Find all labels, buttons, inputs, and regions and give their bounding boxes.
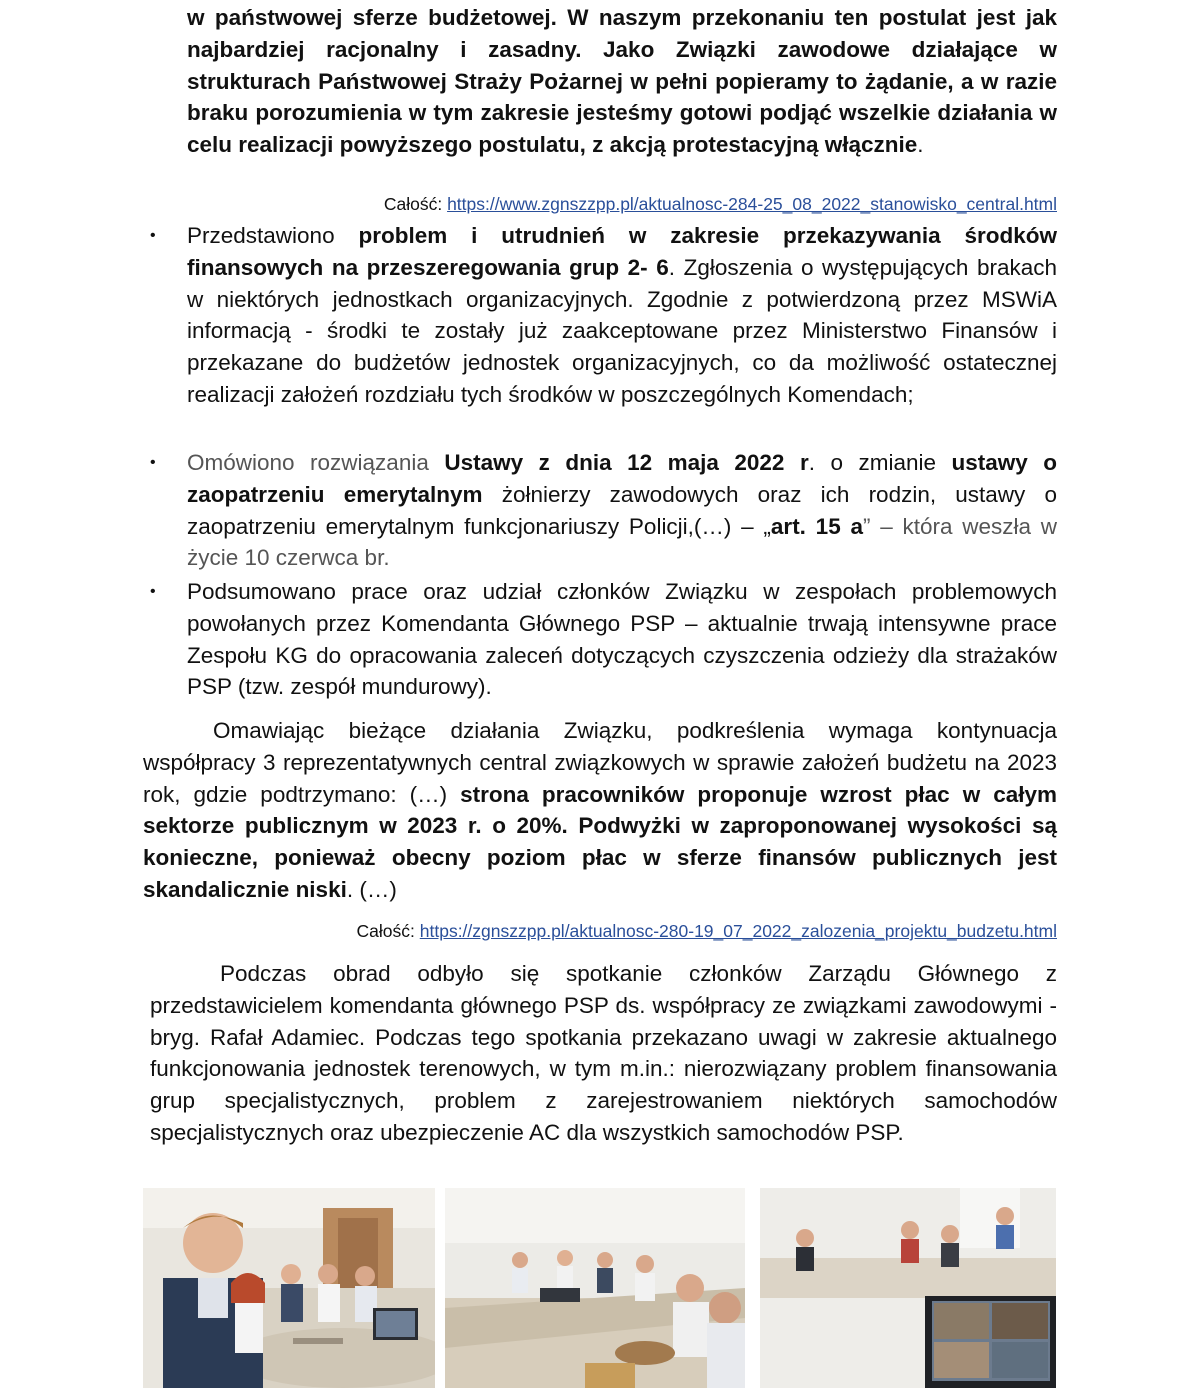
paragraph-meeting-text: Podczas obrad odbyło się spotkanie członków Zarządu Głównego z przedstawicielem komendanta głównego PSP ds. współpracy ze związkami zawodowymi - bryg. Rafał Adamiec. Podczas tego spotkania przekazano uwagi w zakresie aktualnego funkcjonowania jednostek terenowych, w tym m.in.: nierozwiązany problem finansowania grup specjalistycznych, problem z zarejestrowaniem niektórych samochodów specjalistycznych oraz ubezpieczenie AC dla wszystkich samochodów PSP. xyxy=(150,961,1057,1145)
bullet-1-text-rest: . Zgłoszenia o występujących brakach w niektórych jednostkach organizacyjnych. Zgodnie z potwierdzoną przez MSWiA informacją - środki te zostały już zaakceptowane przez Ministerstwo Finansów i przekazane do budżetów jednostek organizacyjnych, co da możliwość ostatecznej realizacji założeń rozdziału tych środków w poszczególnych Komendach; xyxy=(187,254,1057,407)
intro-paragraph xyxy=(187,2,1057,161)
bullet-1-bold: problem i utrudnień w zakresie przekazywania środków finansowych na przeszeregowania grup 2- 6 xyxy=(187,223,1057,280)
source-link-2[interactable]: https://zgnszzpp.pl/aktualnosc-280-19_07_2022_zalozenia_projektu_budzetu.html xyxy=(419,921,1057,941)
bullet-3-text: Podsumowano prace oraz udział członków Związku w zespołach problemowych powołanych przez Komendanta Głównego PSP – aktualnie trwają intensywne prace Zespołu KG do opracowania zaleceń dotyczących czyszczenia odzieży dla strażaków PSP (tzw. zespół mundurowy). xyxy=(187,579,1057,700)
source-line-2 xyxy=(150,920,1057,942)
bullet-item-3 xyxy=(187,576,1057,703)
intro-end: . xyxy=(917,132,924,158)
meeting-photo-speaker xyxy=(143,1188,435,1388)
paragraph-meeting xyxy=(150,958,1057,1149)
paragraph-budget xyxy=(143,715,1057,906)
bullet-icon: • xyxy=(150,227,156,244)
bullet-icon: • xyxy=(150,454,156,471)
bullet-2-bold-article: art. 15 a xyxy=(770,513,863,539)
bullet-2-bold-act: Ustawy z dnia 12 maja 2022 r xyxy=(444,450,809,475)
meeting-photo-videocall xyxy=(760,1188,1056,1388)
bullet-2-text: Omówiono rozwiązania xyxy=(187,450,445,475)
bullet-item-1 xyxy=(187,220,1057,411)
bullet-2-text-3: żołnierzy zawodowych oraz ich rodzin, ustawy o zaopatrzeniu emerytalnym funkcjonariuszy Policji,(…) – „ xyxy=(187,481,1057,539)
source-label: Całość: xyxy=(356,921,420,941)
bullet-2-text-4: ” – która weszła w życie 10 czerwca br. xyxy=(187,513,1057,571)
meeting-photo-table xyxy=(445,1188,745,1388)
source-label: Całość: xyxy=(383,194,448,214)
source-link-1[interactable]: https://www.zgnszzpp.pl/aktualnosc-284-25_08_2022_stanowisko_central.html xyxy=(447,194,1057,214)
bullet-1-text: Przedstawiono xyxy=(187,223,359,248)
paragraph-budget-bold: strona pracowników proponuje wzrost płac w całym sektorze publicznym w 2023 r. o 20%. Podwyżki w zaproponowanej wysokości są konieczne, ponieważ obecny poziom płac w sferze finansów publicznych jest skandalicznie niski xyxy=(143,781,1058,902)
intro-bold-text: w państwowej sferze budżetowej. W naszym przekonaniu ten postulat jest jak najbardziej racjonalny i zasadny. Jako Związki zawodowe działające w strukturach Państwowej Straży Pożarnej w pełni popieramy to żądanie, a w razie braku porozumienia w tym zakresie jesteśmy gotowi podjąć wszelkie działania w celu realizacji powyższego postulatu, z akcją protestacyjną włącznie xyxy=(187,5,1057,158)
paragraph-budget-text: Omawiając bieżące działania Związku, podkreślenia wymaga kontynuacja współpracy 3 reprezentatywnych central związkowych w sprawie założeń budżetu na 2023 rok, gdzie podtrzymano: (…) xyxy=(143,718,1057,807)
bullet-2-bold-law: ustawy o zaopatrzeniu emerytalnym xyxy=(187,450,1057,507)
paragraph-budget-end: . (…) xyxy=(346,876,397,902)
source-line-1 xyxy=(150,193,1057,215)
bullet-item-2 xyxy=(187,447,1057,574)
bullet-2-text-2: . o zmianie xyxy=(808,450,952,475)
bullet-icon: • xyxy=(150,583,156,600)
